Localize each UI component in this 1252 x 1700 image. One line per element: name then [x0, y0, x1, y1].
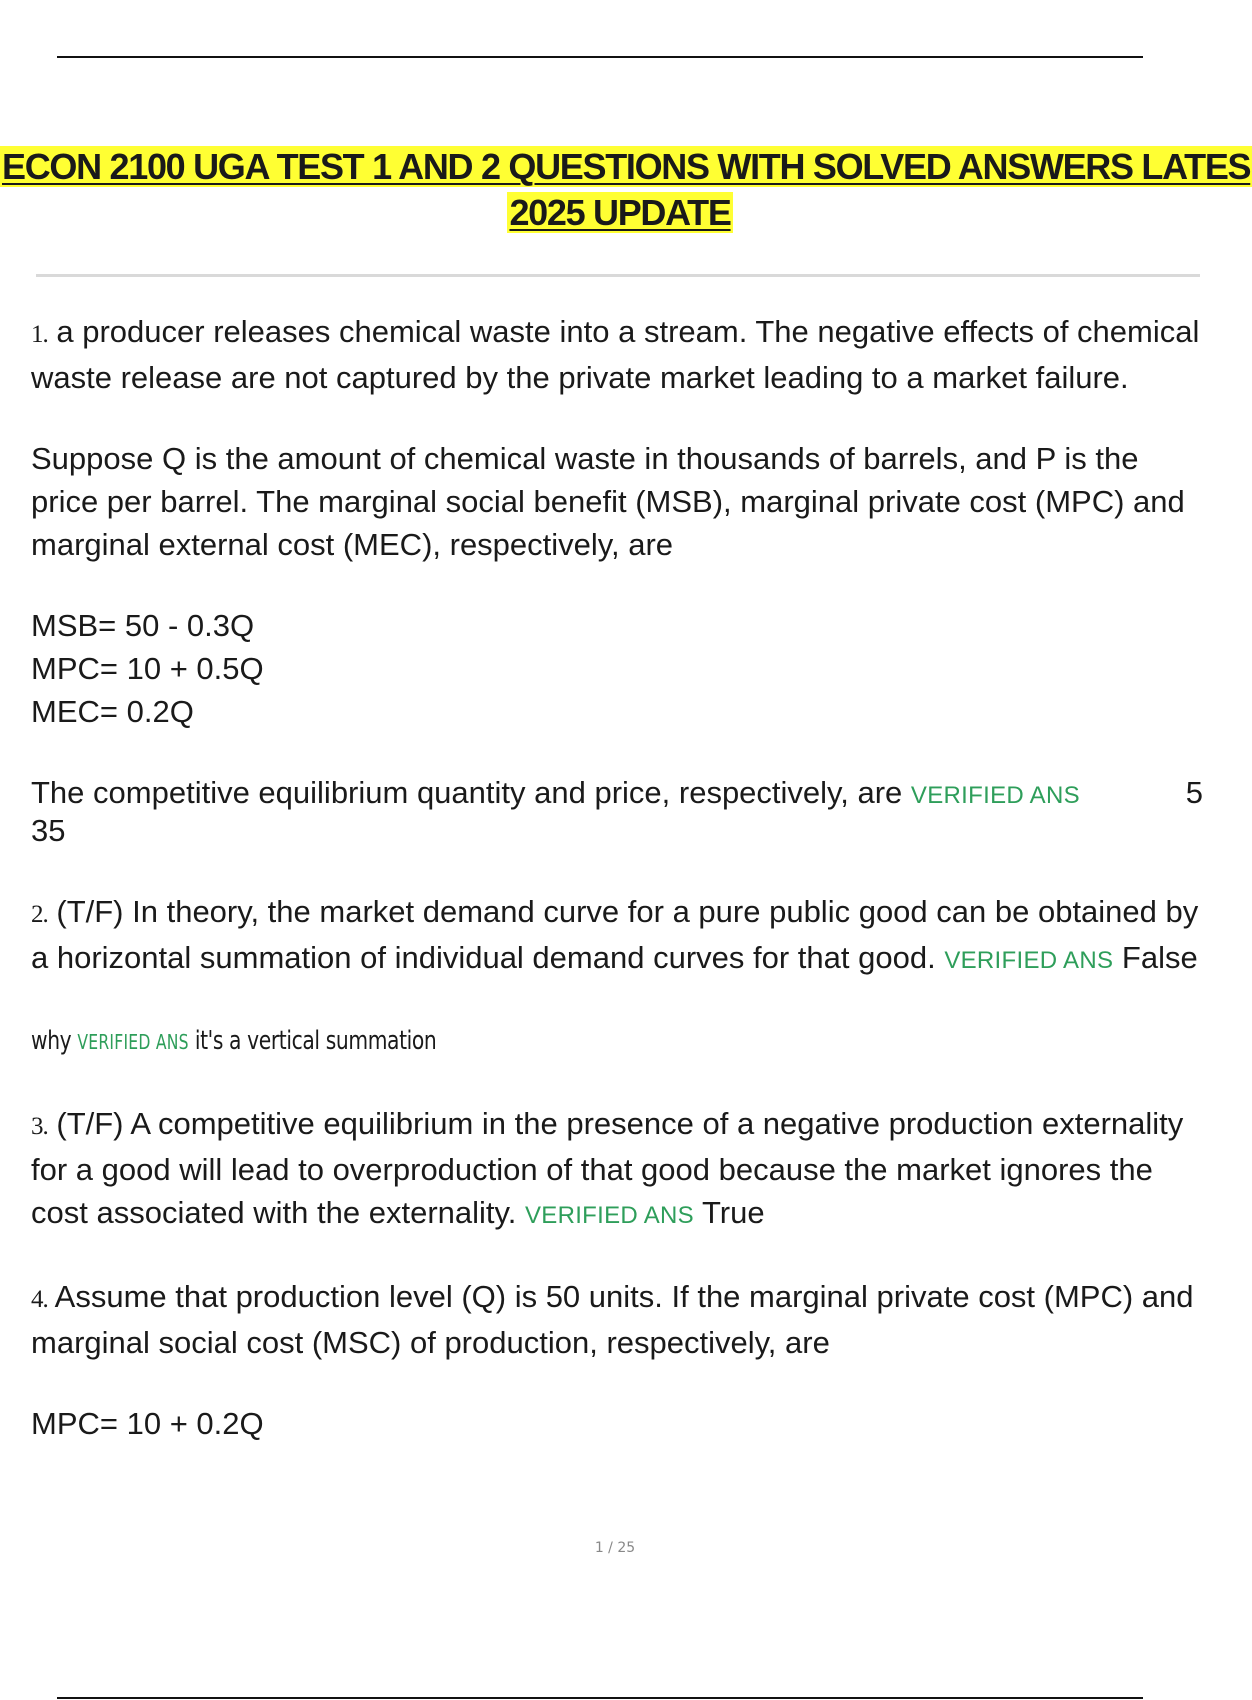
question-2 [31, 890, 1201, 982]
title-line-1: ECON 2100 UGA TEST 1 AND 2 QUESTIONS WITH SOLVED ANSWERS LATES [2, 146, 1251, 187]
question-text: The competitive equilibrium quantity and price, respectively, are [31, 775, 903, 810]
footer-rule [57, 1697, 1143, 1699]
verified-answer-tag: VERIFIED ANS [77, 1030, 189, 1054]
question-2-followup [31, 1020, 944, 1064]
question-3 [31, 1102, 1201, 1237]
equation-mpc: MPC= 10 + 0.2Q [31, 1406, 264, 1441]
question-number: 4. [31, 1286, 48, 1313]
question-4 [31, 1275, 1201, 1364]
answer-value-continued: 35 [31, 813, 66, 848]
answer-value: True [702, 1195, 765, 1230]
document-title [0, 144, 1251, 236]
question-1-setup: Suppose Q is the amount of chemical waste in thousands of barrels, and P is the price per barrel. The marginal social benefit (MSB), marginal private cost (MPC) and marginal external cost (MEC), respectively, are [31, 441, 1185, 562]
question-number: 3. [31, 1113, 48, 1140]
question-text: Assume that production level (Q) is 50 units. If the marginal private cost (MPC) and marginal social cost (MSC) of production, respectively, are [31, 1279, 1194, 1360]
followup-answer: it's a vertical summation [194, 1026, 437, 1056]
verified-answer-tag: VERIFIED ANS [524, 1202, 694, 1229]
question-number: 1. [31, 321, 48, 348]
equation-mpc: MPC= 10 + 0.5Q [31, 651, 264, 686]
answer-value: 5 [1185, 775, 1203, 810]
followup-label: why [31, 1026, 72, 1056]
title-separator [36, 274, 1200, 277]
question-number: 2. [31, 901, 48, 928]
question-1-intro [31, 310, 1201, 399]
question-1-prompt [31, 771, 1201, 817]
question-text: (T/F) In theory, the market demand curve for a pure public good can be obtained by a horizontal summation of individual demand curves for that good. [31, 894, 1199, 975]
equation-msb: MSB= 50 - 0.3Q [31, 608, 255, 643]
verified-answer-tag: VERIFIED ANS [910, 782, 1080, 809]
question-text: (T/F) A competitive equilibrium in the presence of a negative production externality for a good will lead to overproduction of that good because the market ignores the cost associated with the externality. [31, 1106, 1184, 1230]
document-body [31, 310, 1201, 1445]
page-number: 1 / 25 [594, 1540, 636, 1556]
header-rule [57, 56, 1143, 58]
question-text: a producer releases chemical waste into a stream. The negative effects of chemical waste release are not captured by the private market leading to a market failure. [31, 314, 1200, 395]
verified-answer-tag: VERIFIED ANS [944, 947, 1114, 974]
answer-value: False [1121, 940, 1198, 975]
title-line-2: 2025 UPDATE [509, 192, 731, 233]
equation-mec: MEC= 0.2Q [31, 694, 194, 729]
